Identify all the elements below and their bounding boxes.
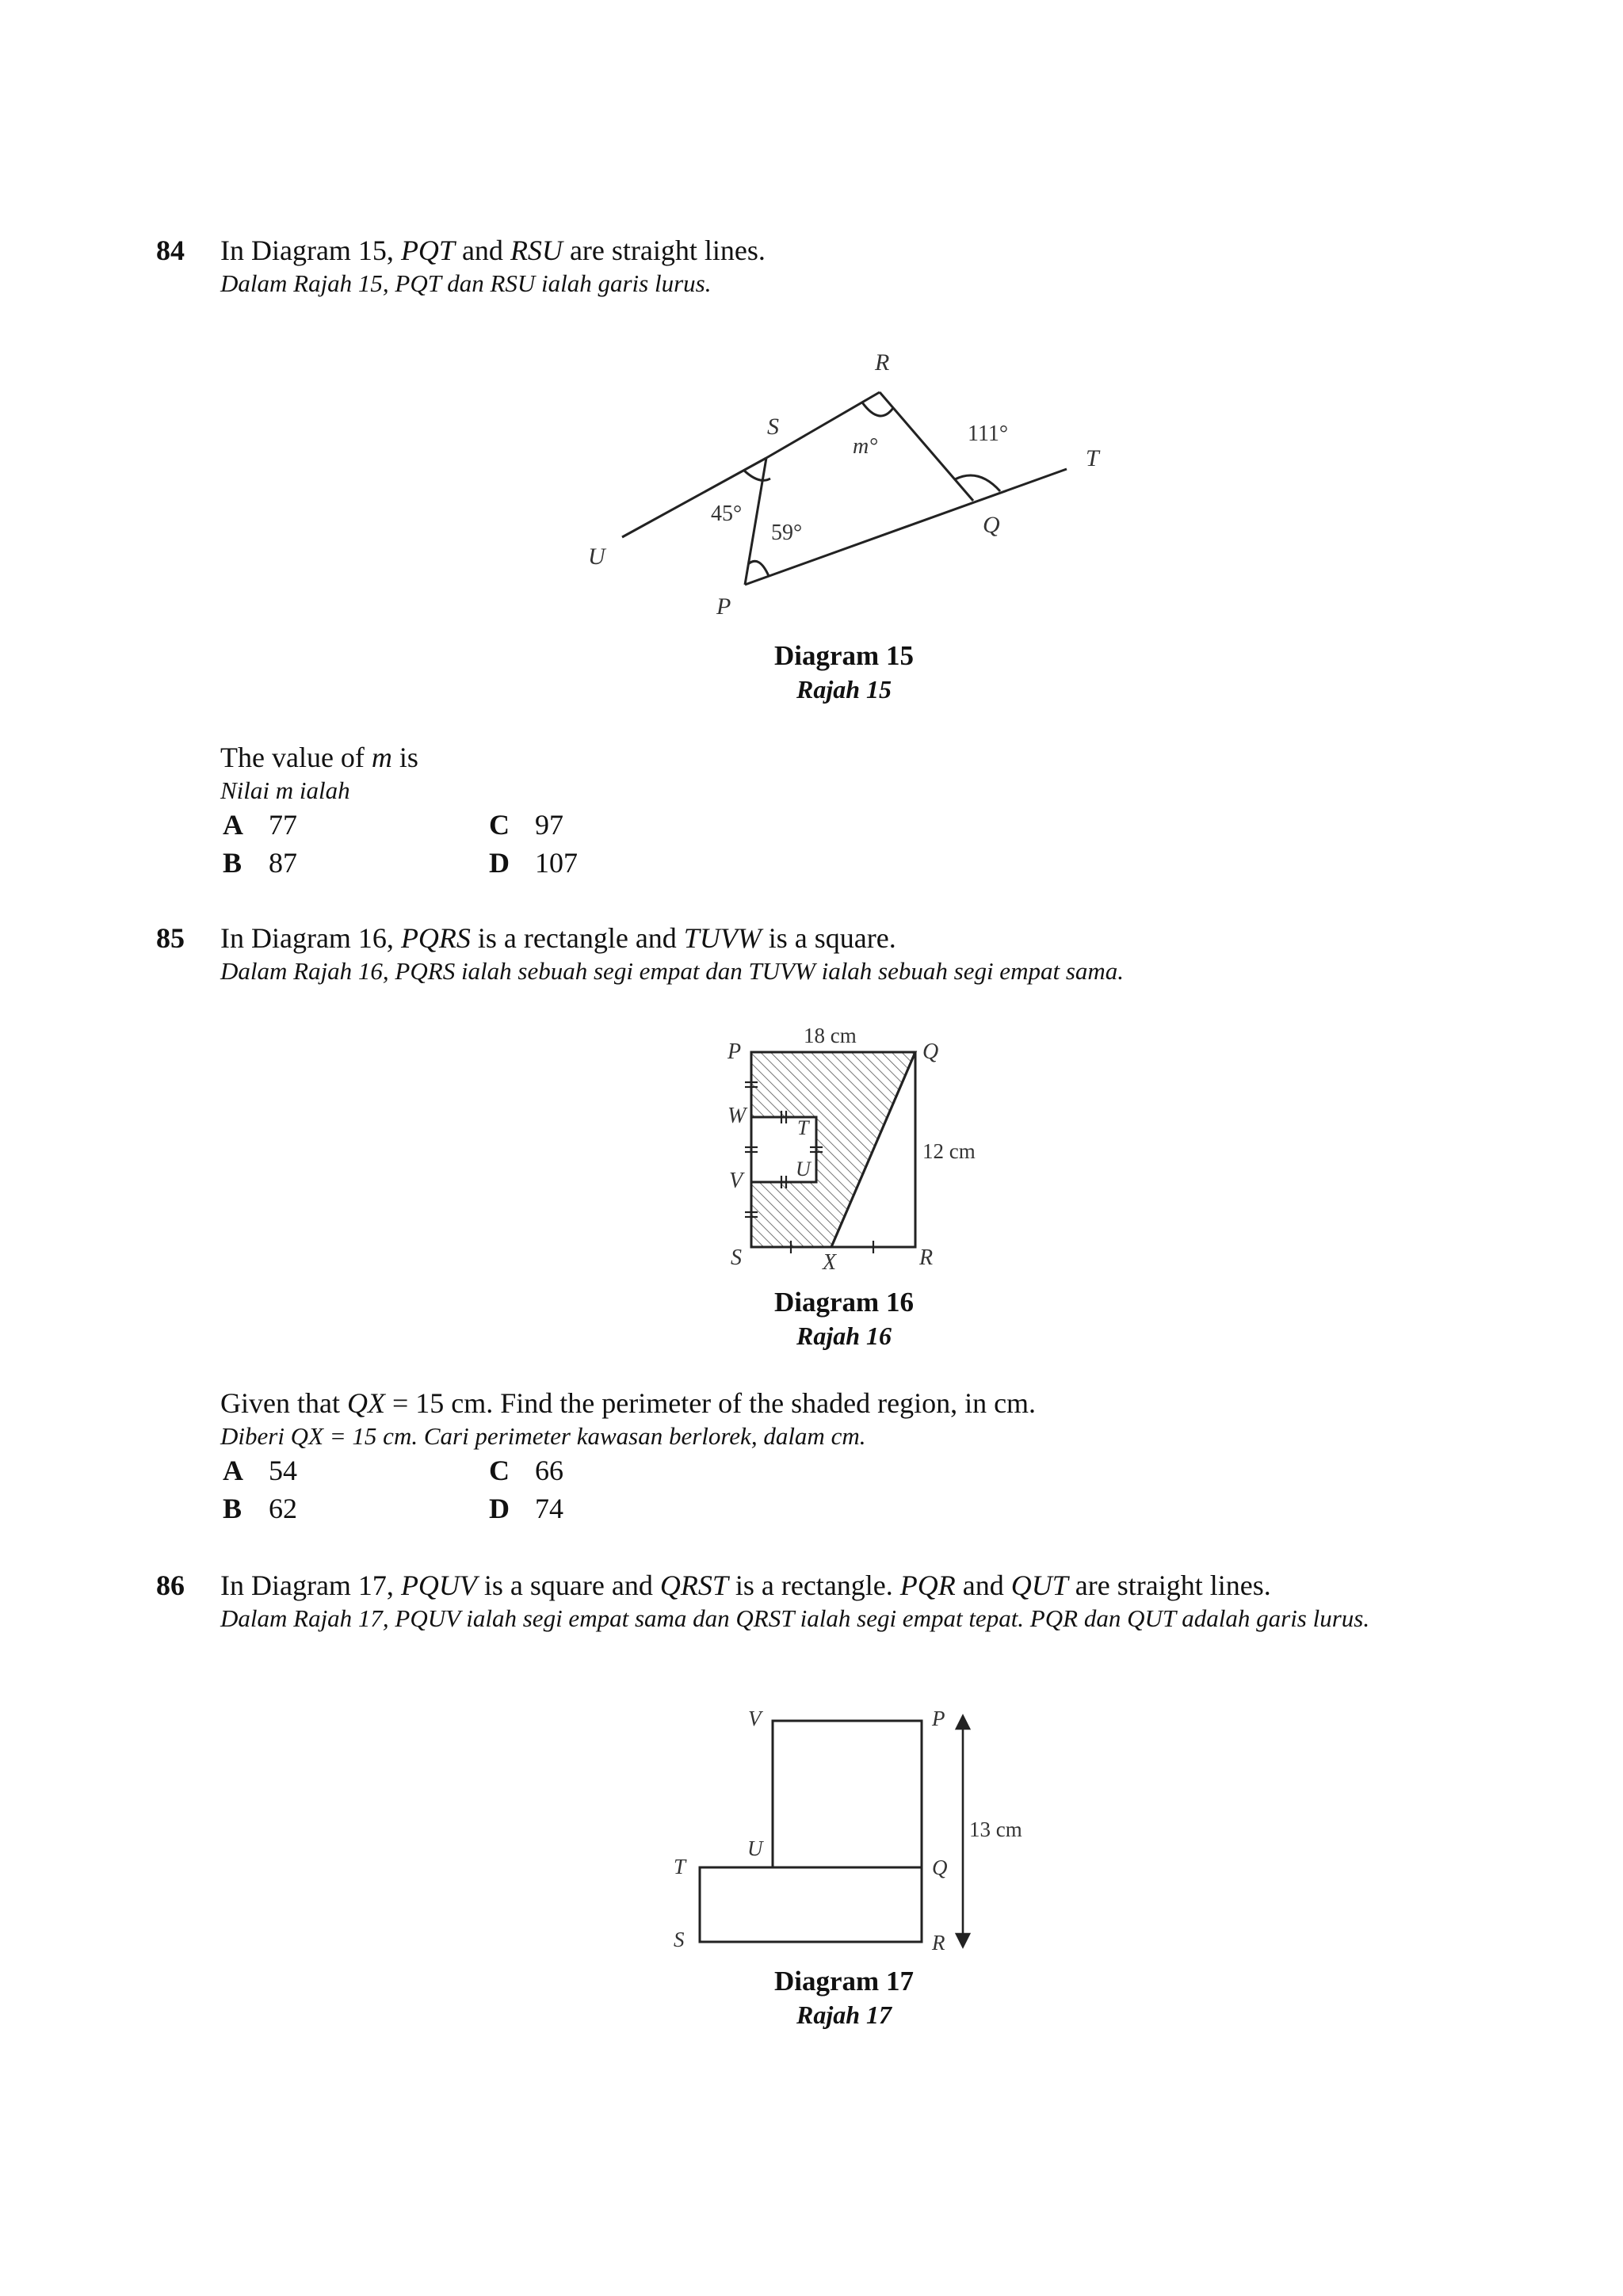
- label-q: Q: [983, 512, 1000, 538]
- label-w: W: [727, 1104, 747, 1128]
- label-p: P: [716, 593, 731, 620]
- dimension-top: 18 cm: [804, 1024, 857, 1047]
- question-prompt-en: In Diagram 17, PQUV is a square and QRST is a rectangle. PQR and QUT are straight lines.: [220, 1569, 1271, 1601]
- label-v: V: [729, 1169, 743, 1193]
- option-b[interactable]: B 87: [223, 847, 297, 879]
- question-text-ms: Diberi QX = 15 cm. Cari perimeter kawasan berlorek, dalam cm.: [220, 1422, 866, 1450]
- question-text-en: The value of m is: [220, 742, 418, 773]
- diagram-caption: Diagram 16: [774, 1287, 914, 1318]
- label-x: X: [823, 1250, 837, 1275]
- question-prompt-ms: Dalam Rajah 17, PQUV ialah segi empat sama dan QRST ialah segi empat tepat. PQR dan QUT adalah garis lurus.: [220, 1604, 1370, 1632]
- question-prompt-en: In Diagram 15, PQT and RSU are straight lines.: [220, 235, 766, 266]
- label-p: P: [727, 1039, 742, 1064]
- rectangle-qrst: [700, 1867, 922, 1942]
- label-t: T: [1086, 445, 1099, 471]
- option-d[interactable]: D 107: [489, 847, 578, 879]
- question-prompt-ms: Dalam Rajah 15, PQT dan RSU ialah garis lurus.: [220, 269, 712, 297]
- option-b[interactable]: B 62: [223, 1493, 297, 1524]
- label-s: S: [767, 414, 779, 440]
- label-p: P: [932, 1707, 945, 1730]
- option-a[interactable]: A 77: [223, 809, 297, 841]
- diagram-caption-ms: Rajah 15: [796, 675, 892, 704]
- option-c[interactable]: C 66: [489, 1455, 563, 1486]
- dimension-right: 12 cm: [922, 1139, 976, 1163]
- label-r: R: [919, 1245, 934, 1270]
- label-q: Q: [922, 1039, 939, 1064]
- angle-m: m°: [853, 434, 878, 459]
- question-text-ms: Nilai m ialah: [220, 776, 350, 804]
- option-a[interactable]: A 54: [223, 1455, 297, 1486]
- question-number: 85: [156, 922, 185, 954]
- dimension-height: 13 cm: [969, 1817, 1022, 1841]
- label-v: V: [748, 1707, 762, 1730]
- label-s: S: [674, 1928, 685, 1951]
- label-t: T: [674, 1855, 686, 1878]
- label-q: Q: [932, 1855, 948, 1879]
- diagram-caption: Diagram 17: [774, 1966, 914, 1997]
- label-r: R: [932, 1931, 945, 1955]
- question-number: 84: [156, 235, 185, 266]
- option-d[interactable]: D 74: [489, 1493, 563, 1524]
- label-s: S: [731, 1245, 742, 1270]
- angle-59: 59°: [771, 521, 803, 545]
- question-prompt-ms: Dalam Rajah 16, PQRS ialah sebuah segi empat dan TUVW ialah sebuah segi empat sama.: [220, 957, 1125, 985]
- label-r: R: [875, 349, 890, 376]
- angle-45: 45°: [711, 502, 743, 526]
- label-u: U: [588, 543, 605, 570]
- option-c[interactable]: C 97: [489, 809, 563, 841]
- diagram-caption-ms: Rajah 17: [796, 2000, 892, 2029]
- question-number: 86: [156, 1569, 185, 1601]
- label-u: U: [796, 1158, 811, 1180]
- square-pquv: [773, 1721, 922, 1867]
- question-prompt-en: In Diagram 16, PQRS is a rectangle and TUVW is a square.: [220, 922, 896, 954]
- diagram-caption-ms: Rajah 16: [796, 1322, 892, 1350]
- label-u: U: [747, 1836, 763, 1860]
- diagram-caption: Diagram 15: [774, 640, 914, 671]
- question-text-en: Given that QX = 15 cm. Find the perimeter of the shaded region, in cm.: [220, 1387, 1037, 1419]
- label-t: T: [797, 1116, 809, 1139]
- angle-111: 111°: [968, 421, 1009, 446]
